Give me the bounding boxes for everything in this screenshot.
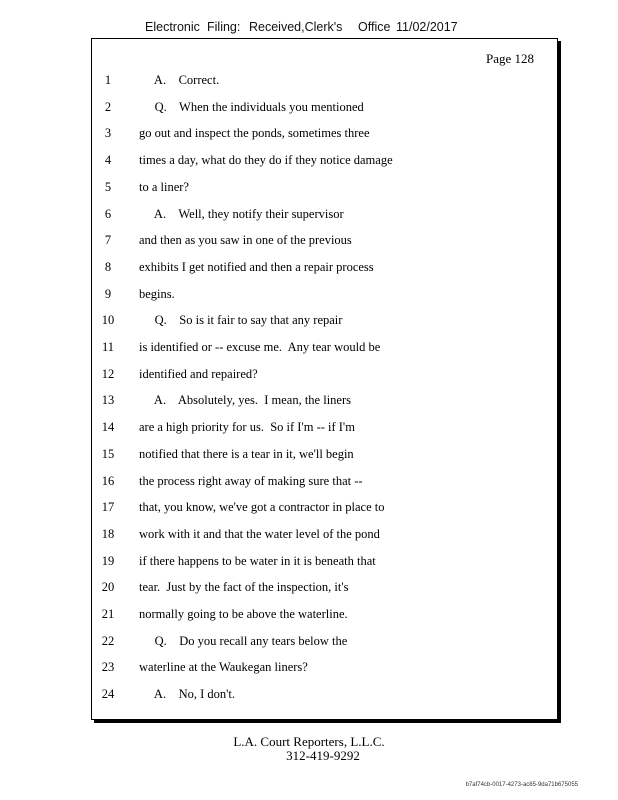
line-text: identified and repaired?	[139, 366, 258, 381]
transcript-line	[0, 447, 618, 465]
line-number: 11	[101, 340, 115, 354]
transcript-line	[0, 207, 618, 225]
line-number: 22	[101, 633, 115, 648]
line-number: 17	[101, 500, 115, 515]
line-number: 6	[104, 206, 112, 221]
transcript-line	[0, 287, 618, 305]
line-text: work with it and that the water level of the pond	[139, 526, 380, 541]
line-text: A. Well, they notify their supervisor	[139, 206, 344, 221]
line-text: Q. Do you recall any tears below the	[139, 633, 348, 648]
line-text: A. No, I don't.	[139, 687, 236, 702]
transcript-line	[0, 100, 618, 118]
transcript-line	[0, 180, 618, 198]
line-text: Q. So is it fair to say that any repair	[139, 313, 343, 328]
line-number: 5	[104, 179, 112, 194]
line-number: 23	[101, 660, 115, 675]
filing-header-filing: Filing:	[207, 20, 241, 34]
line-text: A. Correct.	[139, 73, 220, 87]
line-number: 16	[101, 473, 115, 488]
transcript-line	[0, 554, 618, 572]
line-text: begins.	[139, 286, 175, 301]
line-text: to a liner?	[139, 179, 189, 194]
line-number: 24	[101, 687, 115, 702]
line-text: times a day, what do they do if they notice damage	[139, 153, 393, 168]
transcript-line	[0, 313, 618, 331]
line-number: 7	[104, 233, 112, 248]
line-number: 20	[101, 580, 115, 595]
transcript-line	[0, 153, 618, 171]
line-number: 14	[101, 420, 115, 435]
transcript-line	[0, 474, 618, 492]
line-text: tear. Just by the fact of the inspection, it's	[139, 580, 349, 595]
transcript-line	[0, 420, 618, 438]
court-reporter-name: L.A. Court Reporters, L.L.C.	[233, 734, 385, 749]
filing-header-electronic: Electronic	[145, 20, 200, 34]
line-text: Q. When the individuals you mentioned	[139, 99, 364, 114]
line-number: 4	[104, 153, 112, 168]
line-number: 15	[101, 446, 115, 461]
line-text: are a high priority for us. So if I'm -- if I'm	[139, 420, 355, 435]
line-number: 19	[101, 553, 115, 568]
filing-header-received: Received,Clerk's	[249, 20, 343, 34]
transcript-line	[0, 126, 618, 144]
line-text: exhibits I get notified and then a repair process	[139, 259, 374, 274]
transcript-line	[0, 73, 618, 91]
transcript-line	[0, 660, 618, 678]
transcript-line	[0, 634, 618, 652]
transcript-line	[0, 687, 618, 705]
transcript-line	[0, 527, 618, 545]
transcript-line	[0, 340, 618, 358]
line-text: notified that there is a tear in it, we'll begin	[139, 446, 354, 461]
transcript-line	[0, 500, 618, 518]
line-text: go out and inspect the ponds, sometimes three	[139, 126, 370, 141]
line-text: is identified or -- excuse me. Any tear would be	[139, 340, 381, 354]
line-number: 8	[104, 259, 112, 274]
transcript-line	[0, 607, 618, 625]
filing-header	[0, 20, 618, 38]
page-number: Page 128	[485, 51, 534, 66]
line-number: 2	[104, 99, 112, 114]
line-text: waterline at the Waukegan liners?	[139, 660, 308, 675]
line-number: 18	[101, 526, 115, 541]
line-number: 3	[104, 126, 112, 141]
transcript-line	[0, 260, 618, 278]
line-number: 21	[101, 607, 115, 621]
transcript-line	[0, 367, 618, 385]
line-text: A. Absolutely, yes. I mean, the liners	[139, 393, 352, 408]
line-text: that, you know, we've got a contractor in place to	[139, 500, 385, 515]
transcript-line	[0, 233, 618, 251]
line-number: 1	[104, 73, 112, 87]
transcript-line	[0, 393, 618, 411]
court-reporter-phone: 312-419-9292	[286, 748, 360, 763]
line-number: 13	[101, 393, 115, 408]
transcript-line	[0, 580, 618, 598]
line-text: the process right away of making sure that --	[139, 473, 363, 488]
filing-header-date: 11/02/2017	[396, 20, 458, 34]
line-text: and then as you saw in one of the previous	[139, 233, 352, 248]
filing-header-office: Office	[358, 20, 391, 34]
line-number: 9	[104, 286, 112, 301]
line-number: 10	[101, 313, 115, 328]
line-text: normally going to be above the waterline.	[139, 607, 348, 621]
line-text: if there happens to be water in it is beneath that	[139, 553, 376, 568]
line-number: 12	[101, 366, 115, 381]
document-id: b7af74cb-0017-4273-ac85-9da71b675055	[465, 782, 578, 788]
